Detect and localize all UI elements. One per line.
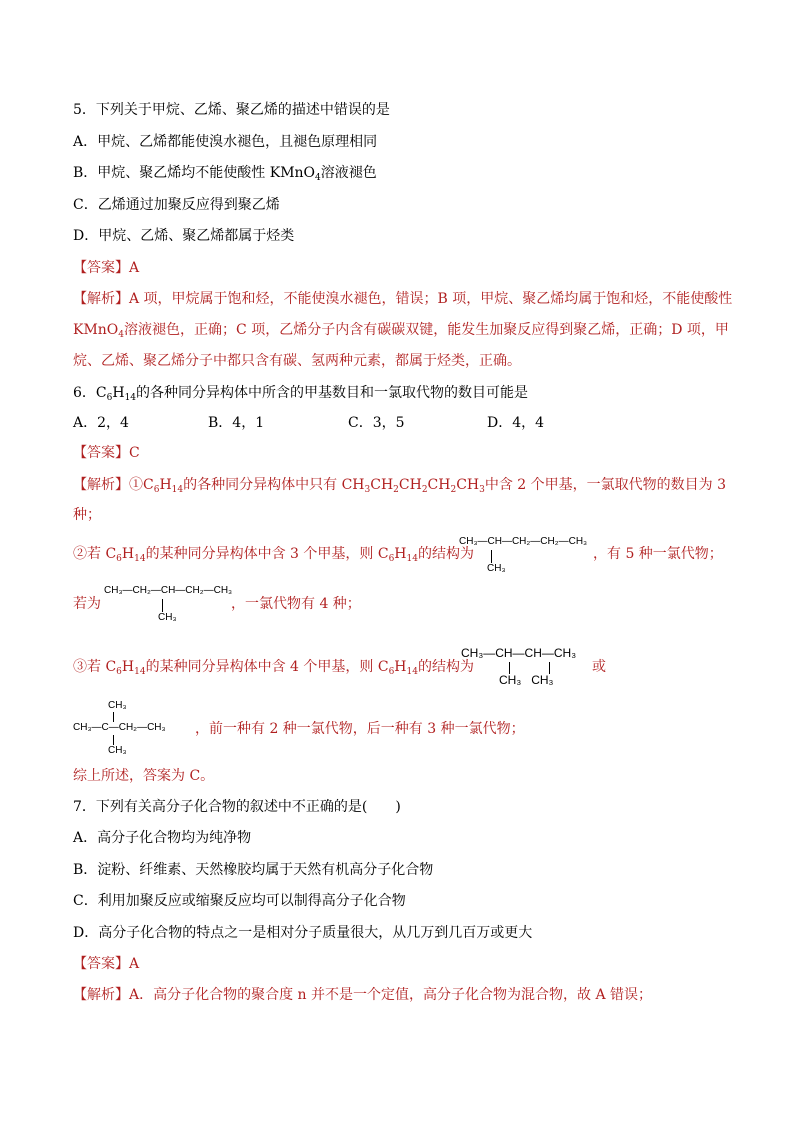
structure-2-methylpentane — [459, 536, 589, 576]
q5-stem: 5．下列关于甲烷、乙烯、聚乙烯的描述中错误的是 — [73, 102, 390, 118]
formula-main-chain: CH₃—CH₂—CH—CH₂—CH₃ — [104, 585, 233, 596]
q6-answer: 【答案】C — [73, 445, 140, 461]
formula-branch-top: CH₃ — [108, 700, 127, 711]
q6-analysis-p3: ③若 $C_6H_{14}$的某种同分异构体中含 4 个甲基，则 $C_6H_{14}$的结构为 — [73, 659, 474, 677]
bond-line — [113, 735, 114, 745]
q5-answer: 【答案】A — [73, 260, 140, 276]
q6-analysis-p1: 【解析】$①C_6H_{14}$的各种同分异构体中只有 $CH_3CH_2CH_2CH_2CH_3$中含 2 个甲基，一氯取代物的数目为 3 — [73, 477, 727, 495]
q7-option-d: D．高分子化合物的特点之一是相对分子质量很大，从几万到几百万或更大 — [73, 925, 533, 941]
q6-analysis-p2: ②若 $C_6H_{14}$的某种同分异构体中含 3 个甲基，则 $C_6H_{14}$的结构为 — [73, 546, 474, 564]
formula-main-chain: CH₃—C—CH₂—CH₃ — [73, 722, 166, 733]
q6-stem: 6．$C_6H_{14}$的各种同分异构体中所含的甲基数目和一氯取代物的数目可能是 — [73, 385, 529, 403]
q6-analysis-p2-alt: 若为 — [73, 596, 101, 612]
q5-analysis-line-1: 【解析】A 项，甲烷属于饱和烃，不能使溴水褪色，错误；B 项，甲烷、聚乙烯均属于饱和烃，不能使酸性 — [73, 291, 733, 307]
q6-analysis-p3-or: 或 — [592, 659, 606, 675]
q7-option-c: C．利用加聚反应或缩聚反应均可以制得高分子化合物 — [73, 893, 406, 909]
structure-3-methylpentane — [104, 585, 232, 625]
formula-main-chain: CH₃—CH—CH₂—CH₂—CH₃ — [459, 536, 588, 547]
q7-answer: 【答案】A — [73, 956, 140, 972]
q5-analysis-line-3: 烷、乙烯、聚乙烯分子中都只含有碳、氢两种元素，都属于烃类，正确。 — [73, 353, 521, 369]
q6-analysis-p2-tail: ，有 5 种一氯代物； — [593, 546, 723, 562]
q5-option-c: C．乙烯通过加聚反应得到聚乙烯 — [73, 197, 280, 213]
q5-option-b: B．甲烷、聚乙烯均不能使酸性 KMnO$_4$溶液褪色 — [73, 165, 377, 183]
q6-analysis-p1-cont: 种； — [73, 507, 101, 523]
formula-branch: CH₃ — [487, 563, 506, 574]
q6-option-d: D．4，4 — [487, 415, 545, 431]
structure-2-2-dimethylbutane — [73, 700, 195, 758]
bond-line — [113, 712, 114, 722]
q6-option-c: C．3，5 — [348, 415, 405, 431]
q5-analysis-line-2: KMnO$_4$溶液褪色，正确；C 项，乙烯分子内含有碳碳双键，能发生加聚反应得到聚乙烯，正确；D 项，甲 — [73, 322, 729, 340]
q6-analysis-p3-tail: ，前一种有 2 种一氯代物，后一种有 3 种一氯代物； — [195, 721, 525, 737]
formula-branches: CH₃ CH₃ — [499, 673, 554, 687]
formula-branch: CH₃ — [158, 612, 177, 623]
q6-analysis-p2-alt-tail: ，一氯代物有 4 种； — [231, 596, 361, 612]
structure-2-3-dimethylbutane — [461, 646, 591, 688]
q7-analysis: 【解析】A．高分子化合物的聚合度 n 并不是一个定值，高分子化合物为混合物，故 A 错误； — [73, 987, 653, 1003]
bond-line — [491, 550, 492, 563]
bond-line — [162, 599, 163, 612]
formula-main-chain: CH₃—CH—CH—CH₃ — [461, 646, 577, 660]
q7-stem: 7．下列有关高分子化合物的叙述中不正确的是( ) — [73, 799, 401, 815]
q5-option-d: D．甲烷、乙烯、聚乙烯都属于烃类 — [73, 228, 295, 244]
q5-option-a: A．甲烷、乙烯都能使溴水褪色，且褪色原理相同 — [73, 134, 378, 150]
q6-option-b: B．4，1 — [208, 415, 265, 431]
q6-option-a: A．2，4 — [73, 415, 129, 431]
q7-option-b: B．淀粉、纤维素、天然橡胶均属于天然有机高分子化合物 — [73, 862, 434, 878]
q7-option-a: A．高分子化合物均为纯净物 — [73, 830, 252, 846]
q6-conclusion: 综上所述，答案为 C。 — [73, 768, 215, 784]
formula-branch-bottom: CH₃ — [108, 745, 127, 756]
